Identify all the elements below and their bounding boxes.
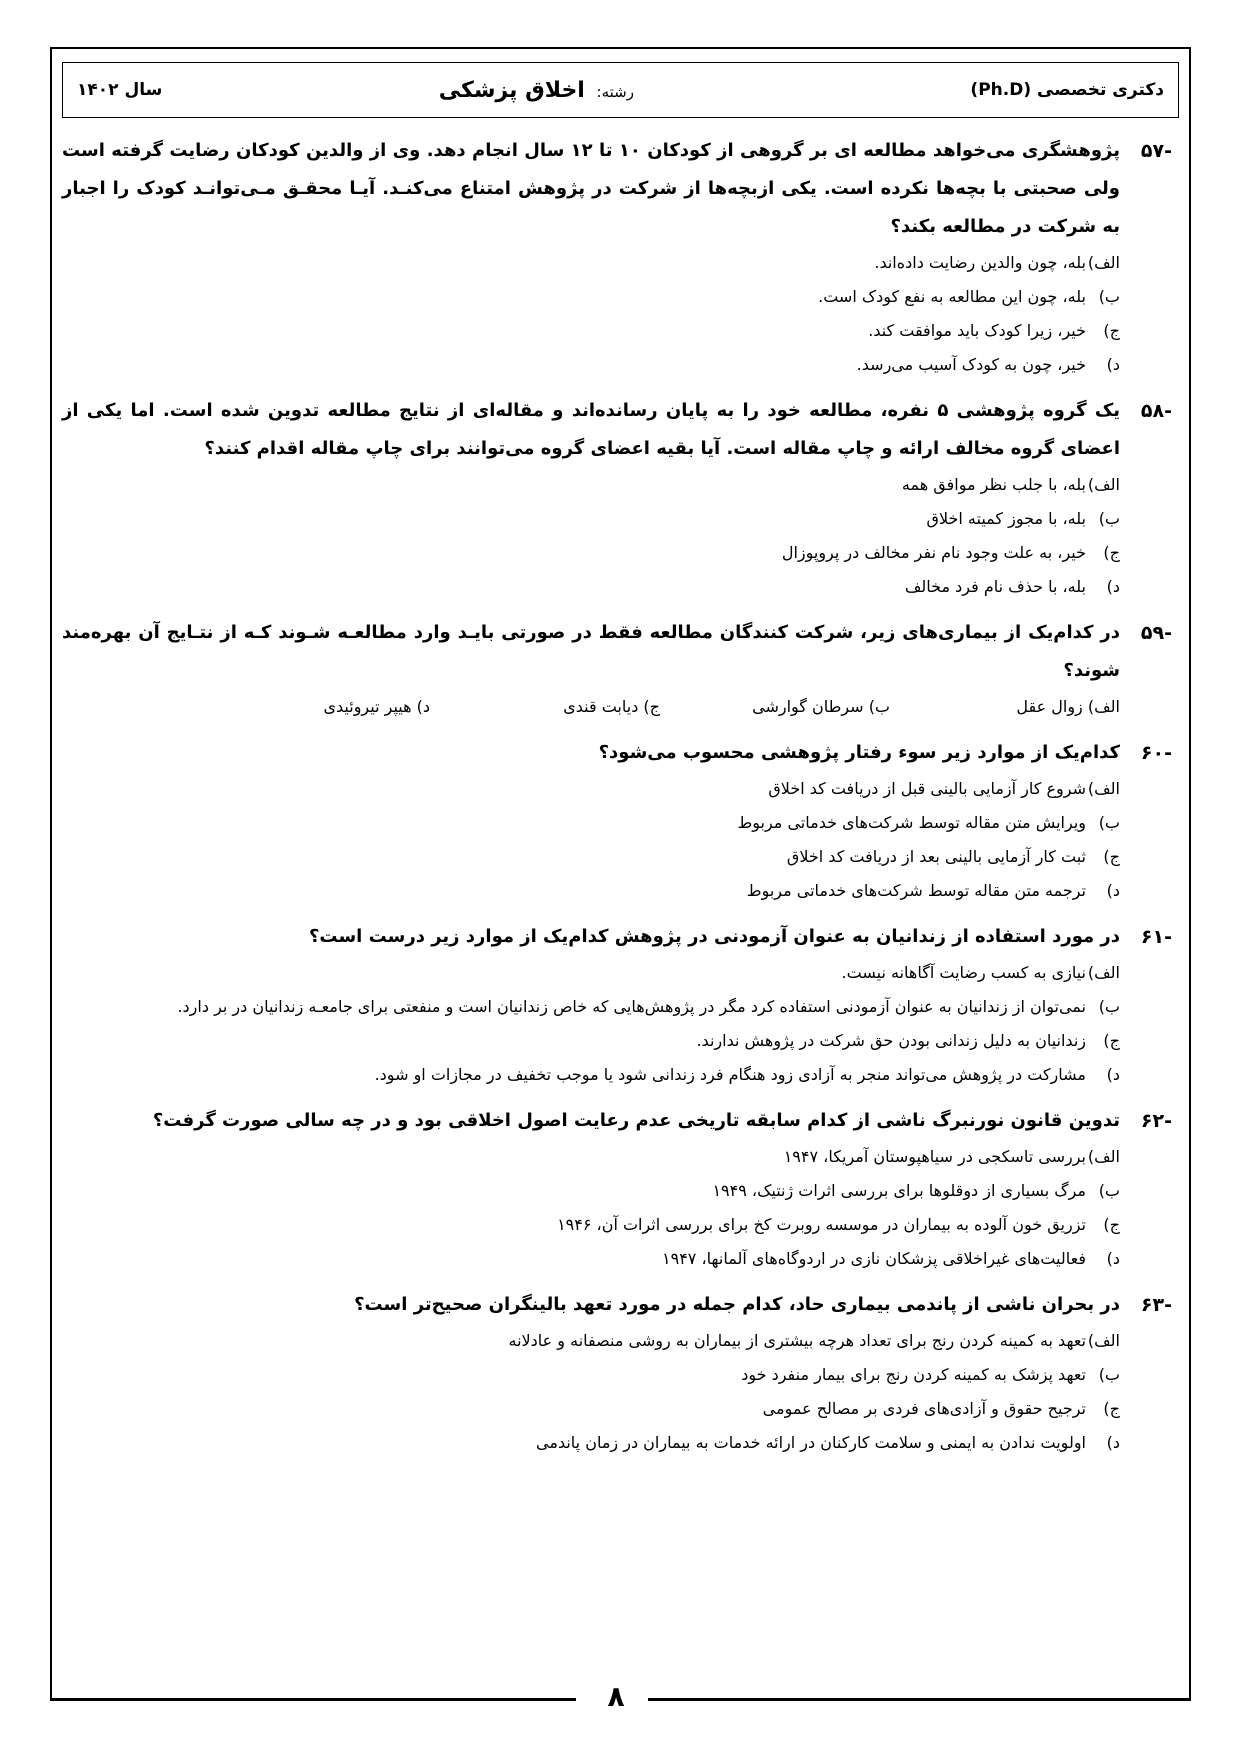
question-number: -۵۸ bbox=[1140, 400, 1172, 422]
field-name: اخلاق پزشکی bbox=[438, 77, 585, 103]
question-text: تدوین قانون نورنبرگ ناشی از کدام سابقه تاریخی عدم رعایت اصول اخلاقی بود و در چه سالی صورت گرفت؟ bbox=[152, 1110, 1120, 1131]
option bbox=[62, 1174, 1120, 1208]
option-text: بله، چون این مطالعه به نفع کودک است. bbox=[818, 287, 1086, 306]
option-text: ترجیح حقوق و آزادی‌های فردی بر مصالح عمومی bbox=[762, 1399, 1086, 1418]
option bbox=[62, 570, 1120, 604]
option-text: زوال عقل bbox=[1016, 697, 1083, 716]
option-label: ب) bbox=[1098, 287, 1120, 306]
option bbox=[62, 1392, 1120, 1426]
option-text: اولویت ندادن به ایمنی و سلامت کارکنان در ارائه خدمات به بیماران در زمان پاندمی bbox=[536, 1433, 1086, 1452]
field-label: رشته: bbox=[596, 82, 634, 101]
option-label: د) bbox=[1106, 355, 1120, 374]
question-57 bbox=[62, 132, 1172, 382]
option-text: تزریق خون آلوده به بیماران در موسسه روبرت کخ برای بررسی اثرات آن، ۱۹۴۶ bbox=[557, 1215, 1086, 1234]
option-text: بله، با جلب نظر موافق همه bbox=[901, 475, 1086, 494]
option-text: ترجمه متن مقاله توسط شرکت‌های خدماتی مربوط bbox=[746, 881, 1086, 900]
option bbox=[62, 1324, 1120, 1358]
footer-rule-right bbox=[648, 1698, 1191, 1701]
option-text: مرگ بسیاری از دوقلوها برای بررسی اثرات ژنتیک، ۱۹۴۹ bbox=[712, 1181, 1086, 1200]
footer-rule-left bbox=[50, 1698, 576, 1701]
option-text: بله، با حذف نام فرد مخالف bbox=[904, 577, 1086, 596]
question-59 bbox=[62, 614, 1172, 724]
option bbox=[660, 690, 890, 724]
question-text: یک گروه پژوهشی ۵ نفره، مطالعه خود را به پایان رسانده‌اند و مقاله‌ای از نتایج مطالعه تدوین شده است. اما یکی از اعضای گروه مخالف ارائه و چاپ مقاله است. آیا بقیه اعضای گروه می‌توانند برای چاپ مقاله اقدام کنند؟ bbox=[62, 400, 1121, 459]
option bbox=[62, 806, 1120, 840]
option-label: ج) bbox=[1103, 847, 1120, 866]
option-label: الف) bbox=[1087, 963, 1120, 982]
option-label: ب) bbox=[1098, 1365, 1120, 1384]
option bbox=[62, 1024, 1120, 1058]
question-63 bbox=[62, 1286, 1172, 1460]
option-label: ج) bbox=[1103, 1215, 1120, 1234]
question-number: -۶۲ bbox=[1140, 1110, 1172, 1132]
field-title bbox=[439, 78, 634, 103]
option bbox=[62, 468, 1120, 502]
option-text: خیر، چون به کودک آسیب می‌رسد. bbox=[856, 355, 1086, 374]
option-label: ب) bbox=[1098, 997, 1120, 1016]
option-label: الف) bbox=[1087, 253, 1120, 272]
option bbox=[62, 1140, 1120, 1174]
option bbox=[62, 990, 1120, 1024]
option-label: د) bbox=[1106, 1065, 1120, 1084]
option bbox=[430, 690, 660, 724]
questions-list bbox=[62, 122, 1172, 1460]
option-text: بررسی تاسکجی در سیاهپوستان آمریکا، ۱۹۴۷ bbox=[783, 1147, 1086, 1166]
option-text: زندانیان به دلیل زندانی بودن حق شرکت در پژوهش ندارند. bbox=[696, 1031, 1086, 1050]
option bbox=[62, 536, 1120, 570]
question-number: -۵۹ bbox=[1140, 622, 1172, 644]
question-62 bbox=[62, 1102, 1172, 1276]
option-label: ب) bbox=[1098, 509, 1120, 528]
option bbox=[62, 956, 1120, 990]
option bbox=[890, 690, 1120, 724]
option bbox=[62, 348, 1120, 382]
option-label: ب) bbox=[868, 697, 890, 716]
question-text: در مورد استفاده از زندانیان به عنوان آزمودنی در پژوهش کدام‌یک از موارد زیر درست است؟ bbox=[308, 926, 1120, 947]
option bbox=[62, 314, 1120, 348]
option-label: د) bbox=[1106, 881, 1120, 900]
question-60 bbox=[62, 734, 1172, 908]
question-number: -۵۷ bbox=[1140, 140, 1172, 162]
option-label: ج) bbox=[643, 697, 660, 716]
option bbox=[200, 690, 430, 724]
option-text: دیابت قندی bbox=[563, 697, 639, 716]
option-text: تعهد پزشک به کمینه کردن رنج برای بیمار منفرد خود bbox=[741, 1365, 1086, 1384]
option-text: خیر، زیرا کودک باید موافقت کند. bbox=[868, 321, 1086, 340]
option-text: فعالیت‌های غیراخلاقی پزشکان نازی در اردوگاه‌های آلمانها، ۱۹۴۷ bbox=[662, 1249, 1086, 1268]
option-label: الف) bbox=[1087, 697, 1120, 716]
option-label: الف) bbox=[1087, 475, 1120, 494]
option-label: د) bbox=[1106, 577, 1120, 596]
option-label: ج) bbox=[1103, 1399, 1120, 1418]
option bbox=[62, 1242, 1120, 1276]
exam-year: سال ۱۴۰۲ bbox=[77, 80, 163, 100]
option bbox=[62, 1058, 1120, 1092]
option-label: الف) bbox=[1087, 1331, 1120, 1350]
option-label: ج) bbox=[1103, 543, 1120, 562]
option-label: الف) bbox=[1087, 1147, 1120, 1166]
question-number: -۶۳ bbox=[1140, 1294, 1172, 1316]
option-text: تعهد به کمینه کردن رنج برای تعداد هرچه بیشتری از بیماران به روشی منصفانه و عادلانه bbox=[508, 1331, 1086, 1350]
question-text: در بحران ناشی از پاندمی بیماری حاد، کدام جمله در مورد تعهد بالینگران صحیح‌تر است؟ bbox=[354, 1294, 1120, 1315]
option-text: مشارکت در پژوهش می‌تواند منجر به آزادی زود هنگام فرد زندانی شود یا موجب تخفیف در مجازات او شود. bbox=[374, 1065, 1086, 1084]
question-number: -۶۱ bbox=[1140, 926, 1172, 948]
option bbox=[62, 772, 1120, 806]
option-label: د) bbox=[1106, 1433, 1120, 1452]
option-text: ثبت کار آزمایی بالینی بعد از دریافت کد اخلاق bbox=[786, 847, 1086, 866]
page-number: ۸ bbox=[607, 1680, 625, 1713]
degree-label: دکتری تخصصی (Ph.D) bbox=[970, 80, 1164, 100]
option bbox=[62, 1358, 1120, 1392]
option-text: شروع کار آزمایی بالینی قبل از دریافت کد اخلاق bbox=[768, 779, 1086, 798]
option bbox=[62, 502, 1120, 536]
option-label: ج) bbox=[1103, 1031, 1120, 1050]
option-text: نمی‌توان از زندانیان به عنوان آزمودنی استفاده کرد مگر در پژوهش‌هایی که خاص زندانیان است و منفعتی برای جامعـه زندانیان در بر دارد. bbox=[177, 997, 1086, 1016]
question-58 bbox=[62, 392, 1172, 604]
question-text: پژوهشگری می‌خواهد مطالعه ای بر گروهی از کودکان ۱۰ تا ۱۲ سال انجام دهد. وی از والدین کودکان رضایت گرفته است ولی صحبتی با بچه‌ها نکرده است. یکی ازبچه‌ها از شرکت در پژوهش امتناع می‌کنـد. آیـا محقـق مـی‌توانـد کودک را اجبار به شرکت در مطالعه بکند؟ bbox=[62, 140, 1120, 237]
option-label: د) bbox=[1106, 1249, 1120, 1268]
option-text: خیر، به علت وجود نام نفر مخالف در پروپوزال bbox=[781, 543, 1086, 562]
option-label: ب) bbox=[1098, 1181, 1120, 1200]
option-text: بله، با مجوز کمیته اخلاق bbox=[926, 509, 1086, 528]
option bbox=[62, 1208, 1120, 1242]
question-61 bbox=[62, 918, 1172, 1092]
question-text: در کدام‌یک از بیماری‌های زیر، شرکت کنندگان مطالعه فقط در صورتی بایـد وارد مطالعـه شـوند کـه از نتـایج آن بهره‌مند شوند؟ bbox=[62, 622, 1120, 681]
exam-header bbox=[62, 62, 1179, 118]
option-text: هیپر تیروئیدی bbox=[323, 697, 412, 716]
option-text: بله، چون والدین رضایت داده‌اند. bbox=[874, 253, 1086, 272]
option bbox=[62, 1426, 1120, 1460]
option-text: ویرایش متن مقاله توسط شرکت‌های خدماتی مربوط bbox=[737, 813, 1086, 832]
question-text: کدام‌یک از موارد زیر سوء رفتار پژوهشی محسوب می‌شود؟ bbox=[598, 742, 1120, 763]
option-label: ج) bbox=[1103, 321, 1120, 340]
option bbox=[62, 280, 1120, 314]
option-label: ب) bbox=[1098, 813, 1120, 832]
option bbox=[62, 840, 1120, 874]
option-label: د) bbox=[416, 697, 430, 716]
option bbox=[62, 874, 1120, 908]
option-text: نیازی به کسب رضایت آگاهانه نیست. bbox=[841, 963, 1086, 982]
option-label: الف) bbox=[1087, 779, 1120, 798]
question-number: -۶۰ bbox=[1140, 742, 1172, 764]
option-text: سرطان گوارشی bbox=[752, 697, 864, 716]
option bbox=[62, 246, 1120, 280]
